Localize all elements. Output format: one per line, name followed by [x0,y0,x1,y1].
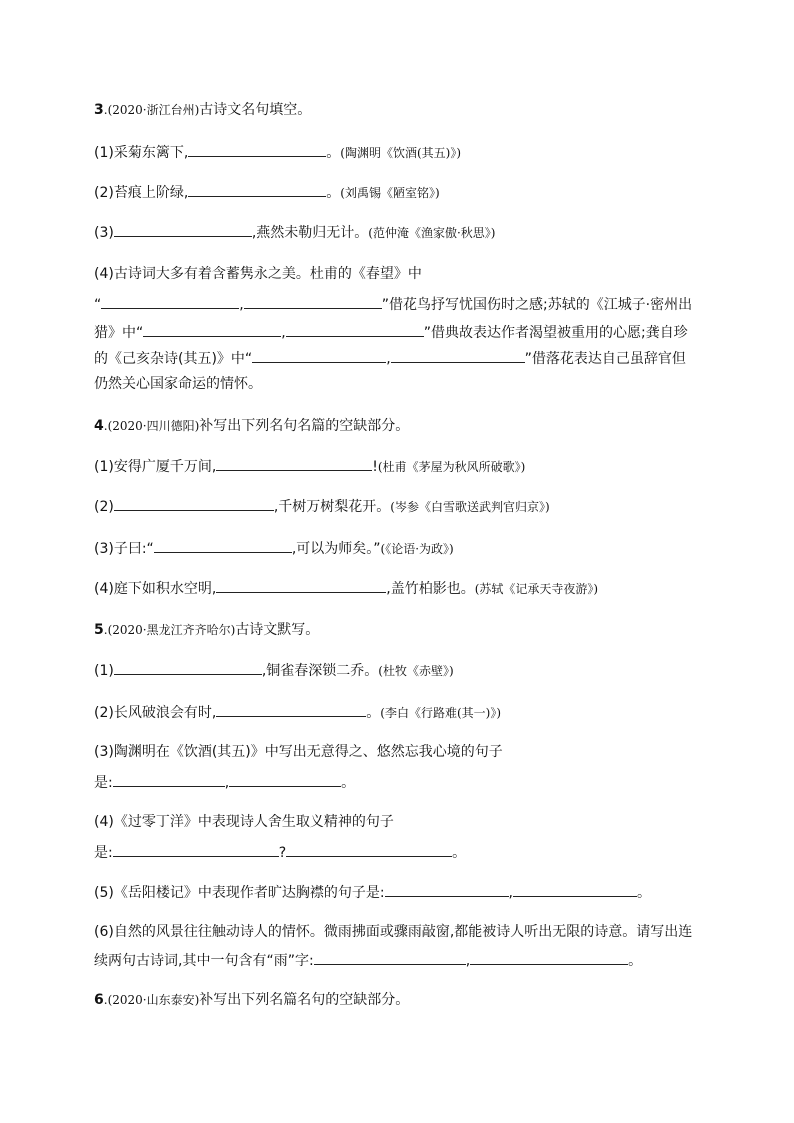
q5-item-2-source: (李白《行路难(其一)》) [380,706,502,720]
answer-blank[interactable] [229,772,341,787]
q3-item-4-line-3-text: ”借典故表达作者渴望被重用的心愿;龚自珍 [423,325,688,341]
answer-blank[interactable] [188,142,326,157]
q5-number: 5 [94,622,104,638]
answer-blank[interactable] [216,578,386,593]
q4-item-3-punct: ,可以为师矣。” [291,541,381,557]
q5-item-1-source: (杜牧《赤壁》) [378,664,454,678]
q3-item-1-punct: 。 [326,145,341,161]
q4-item-2-punct: ,千树万树梨花开。 [273,499,391,515]
q3-item-3-source: (范仲淹《渔家傲·秋思》) [368,226,496,240]
q5-item-3-line-1 [94,742,503,762]
answer-blank[interactable] [114,222,252,237]
answer-blank[interactable] [113,772,225,787]
answer-blank[interactable] [252,348,386,363]
q4-item-4-source: (苏轼《记承天寺夜游》) [474,582,599,596]
answer-blank[interactable] [154,538,292,553]
q5-item-4-text: (4)《过零丁洋》中表现诗人舍生取义精神的句子 [94,814,394,830]
q4-item-4 [94,578,598,599]
answer-blank[interactable] [244,294,382,309]
q4-item-2-source: (岑参《白雪歌送武判官归京》) [390,500,550,514]
q5-item-4-line-1 [94,812,394,832]
q6-instruction: 补写出下列名篇名句的空缺部分。 [199,992,410,1008]
q3-heading [94,100,311,120]
answer-blank[interactable] [286,842,452,857]
q3-item-4-line-4 [94,348,686,369]
answer-blank[interactable] [143,322,281,337]
comma: , [386,351,391,367]
q5-source: .(2020·黑龙江齐齐哈尔) [103,623,236,637]
q3-item-4-line-2 [94,294,692,315]
q5-item-3-text: (3)陶渊明在《饮酒(其五)》中写出无意得之、悠然忘我心境的句子 [94,744,503,760]
q6-heading [94,990,409,1010]
q3-item-3-punct: ,燕然未勒归无计。 [251,225,369,241]
q4-item-1-source: (杜甫《茅屋为秋风所破歌》) [377,460,526,474]
q4-item-4-text: (4)庭下如积水空明, [94,581,217,597]
answer-blank[interactable] [113,842,279,857]
comma: , [224,775,230,791]
answer-blank[interactable] [216,702,366,717]
q4-item-4-punct: ,盖竹柏影也。 [386,581,475,597]
answer-blank[interactable] [216,456,372,471]
comma: , [465,953,471,969]
q4-number: 4 [94,418,104,434]
q3-item-1-text: (1)采菊东篱下, [94,145,189,161]
q3-item-3 [94,222,495,243]
question-mark: ? [278,845,287,861]
q5-item-6-text: (6)自然的风景往往触动诗人的情怀。微雨拂面或骤雨敲窗,都能被诗人听出无限的诗意。请写出连 [94,924,693,940]
q5-item-1-punct: ,铜雀春深锁二乔。 [261,663,379,679]
q3-item-2 [94,182,440,203]
q3-item-2-text: (2)苔痕上阶绿, [94,185,189,201]
q3-item-4-line-4-text: ”借落花表达自己虽辞官但 [524,351,686,367]
q3-number: 3 [94,102,104,118]
q4-item-1-text: (1)安得广厦千万间, [94,459,217,475]
answer-blank[interactable] [391,348,525,363]
q5-item-6-lead: 续两句古诗词,其中一句含有“雨”字: [94,953,314,969]
q3-item-3-text: (3) [94,225,114,241]
q3-item-4-line-5-text: 仍然关心国家命运的情怀。 [94,376,262,392]
q5-item-4-lead: 是: [94,845,113,861]
q4-instruction: 补写出下列名句名篇的空缺部分。 [199,418,410,434]
answer-blank[interactable] [114,660,262,675]
q3-instruction: 古诗文名句填空。 [199,102,312,118]
answer-blank[interactable] [286,322,424,337]
answer-blank[interactable] [513,882,637,897]
q4-item-3 [94,538,454,559]
q5-item-5 [94,882,651,903]
q5-item-1 [94,660,454,681]
q4-item-2 [94,496,550,517]
q3-item-4-line-1 [94,264,422,284]
q4-item-3-source: (《论语·为政》) [380,542,454,556]
q5-item-2-punct: 。 [366,705,381,721]
comma: , [239,297,244,313]
answer-blank[interactable] [314,950,466,965]
q3-item-4-line-4-lead: 的《己亥杂诗(其五)》中“ [94,351,253,367]
q3-item-1 [94,142,461,163]
q5-item-6-line-1 [94,922,692,942]
q4-item-3-text: (3)子曰:“ [94,541,154,557]
q5-item-3-lead: 是: [94,775,113,791]
answer-blank[interactable] [114,496,274,511]
q5-item-1-text: (1) [94,663,114,679]
period: 。 [452,845,467,861]
answer-blank[interactable] [101,294,239,309]
q3-item-2-punct: 。 [326,185,341,201]
q3-source: .(2020·浙江台州) [103,103,200,117]
comma: , [281,325,286,341]
q4-source: .(2020·四川德阳) [103,419,200,433]
q4-heading [94,416,409,436]
q4-item-2-text: (2) [94,499,114,515]
q3-item-4-line-2-text: ”借花鸟抒写忧国伤时之感;苏轼的《江城子·密州出 [381,297,693,313]
answer-blank[interactable] [385,882,509,897]
q3-item-4-text: (4)古诗词大多有着含蓄隽永之美。杜甫的《春望》中 [94,266,422,282]
q4-item-1 [94,456,525,477]
q5-item-6-line-2 [94,950,642,971]
q5-item-5-text: (5)《岳阳楼记》中表现作者旷达胸襟的句子是: [94,885,385,901]
q5-item-2 [94,702,501,723]
q6-number: 6 [94,992,104,1008]
q3-item-1-source: (陶渊明《饮酒(其五)》) [340,146,462,160]
q5-heading [94,620,319,640]
q3-item-4-line-3 [94,322,688,343]
q3-item-4-line-3-lead: 猎》中“ [94,325,144,341]
answer-blank[interactable] [188,182,326,197]
q4-item-1-punct: ! [372,459,378,475]
period: 。 [637,885,651,901]
quote-mark: “ [94,297,102,313]
q6-source: .(2020·山东泰安) [103,993,200,1007]
q5-instruction: 古诗文默写。 [235,622,320,638]
answer-blank[interactable] [470,950,628,965]
q5-item-4-line-2 [94,842,466,863]
q5-item-3-line-2 [94,772,355,793]
q5-item-2-text: (2)长风破浪会有时, [94,705,217,721]
comma: , [508,885,513,901]
period: 。 [341,775,356,791]
q3-item-4-line-5 [94,374,262,394]
period: 。 [628,953,643,969]
q3-item-2-source: (刘禹锡《陋室铭》) [340,186,440,200]
